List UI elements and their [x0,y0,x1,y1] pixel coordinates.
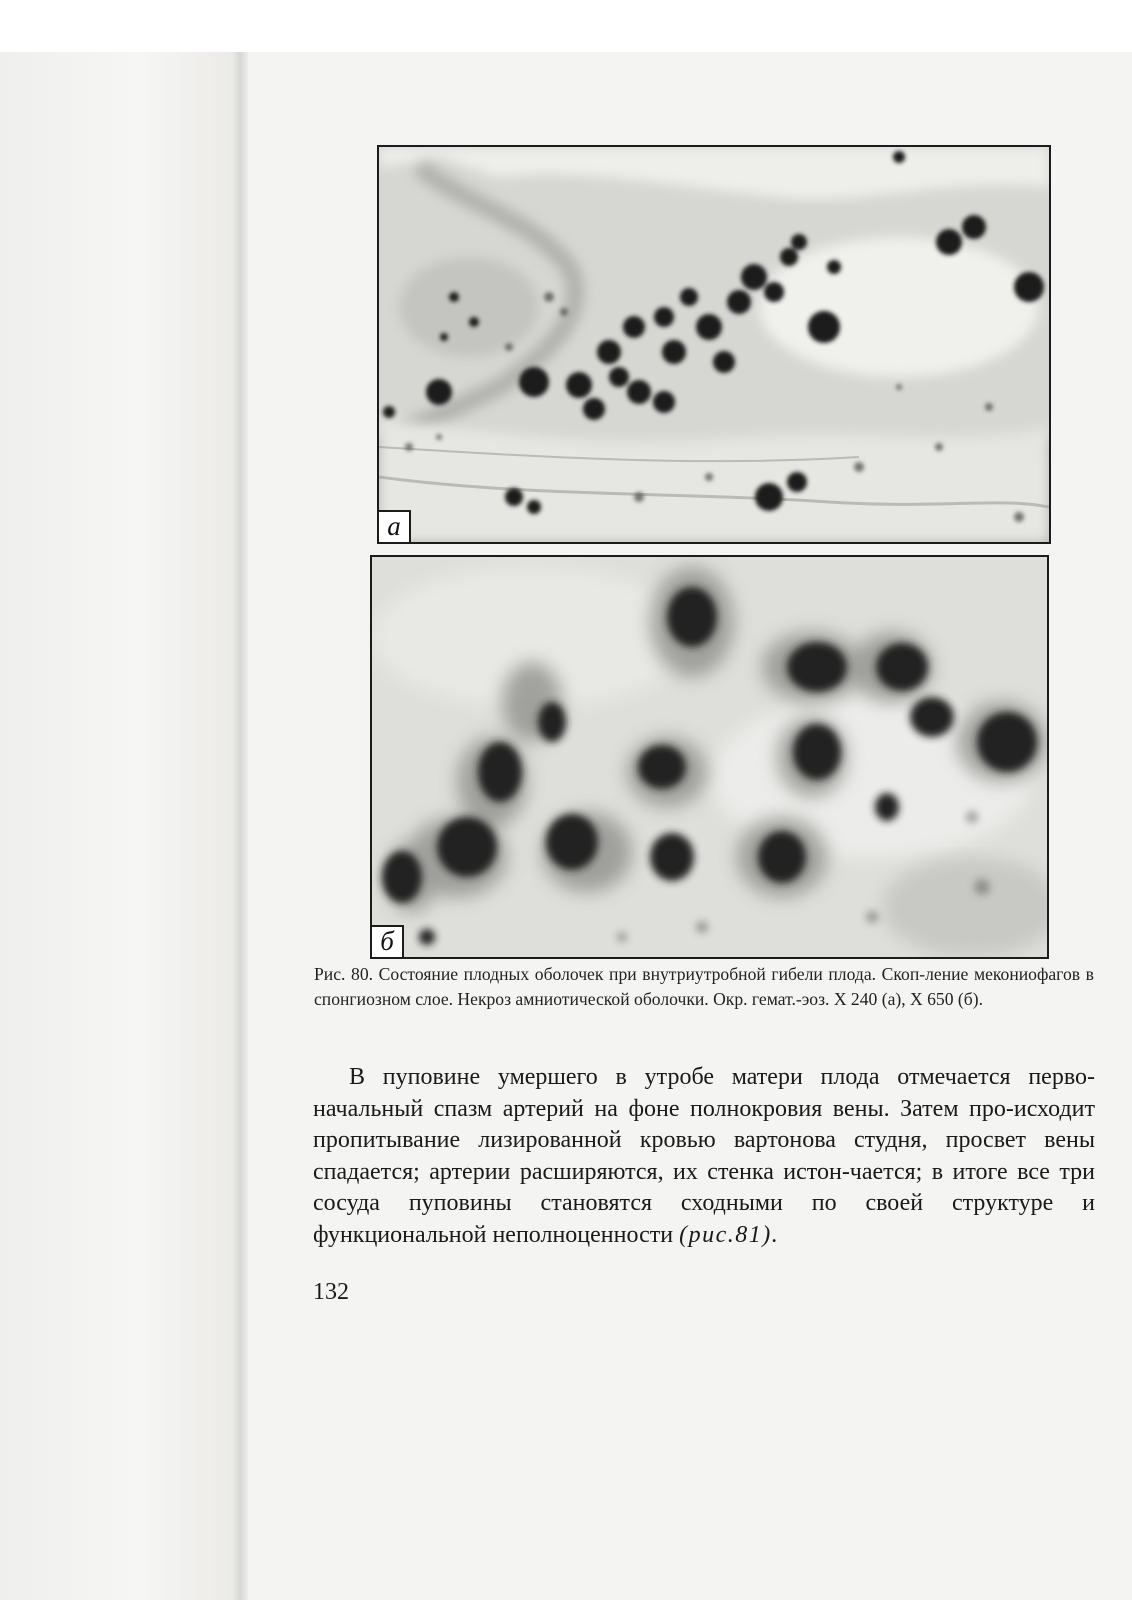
figure-caption-text: Рис. 80. Состояние плодных оболочек при внутриутробной гибели плода. Скоп-ление мекониофагов в спонгиозном слое. Некроз амниотической оболочки. Окр. гемат.-эоз. Х 240 (а), Х 650 (б). [314,964,1094,1009]
figure-caption [314,962,1094,1012]
figure-reference-link: (рис.81). [679,1221,780,1248]
spine-shadow [232,52,248,1600]
left-page-edge [0,52,232,1600]
panel-b-label: б [372,925,404,957]
micrograph-panel-b [370,555,1049,959]
body-paragraph [313,1062,1095,1251]
micrograph-panel-a [377,145,1051,544]
scan-top-band [0,0,1132,52]
panel-a-label: а [379,510,411,542]
micrograph-a-image [379,147,1049,542]
micrograph-b-image [372,557,1047,957]
body-paragraph-text: В пуповине умершего в утробе матери плода отмечается перво-начальный спазм артерий на фоне полнокровия вены. Затем про-исходит пропитывание лизированной кровью вартонова студня, просвет вены спадается; артерии расширяются, их стенка истон-чается; в итоге все три сосуда пуповины становятся сходными по своей структуре и функциональной неполноценности [313,1064,1095,1248]
page-number: 132 [313,1279,349,1305]
